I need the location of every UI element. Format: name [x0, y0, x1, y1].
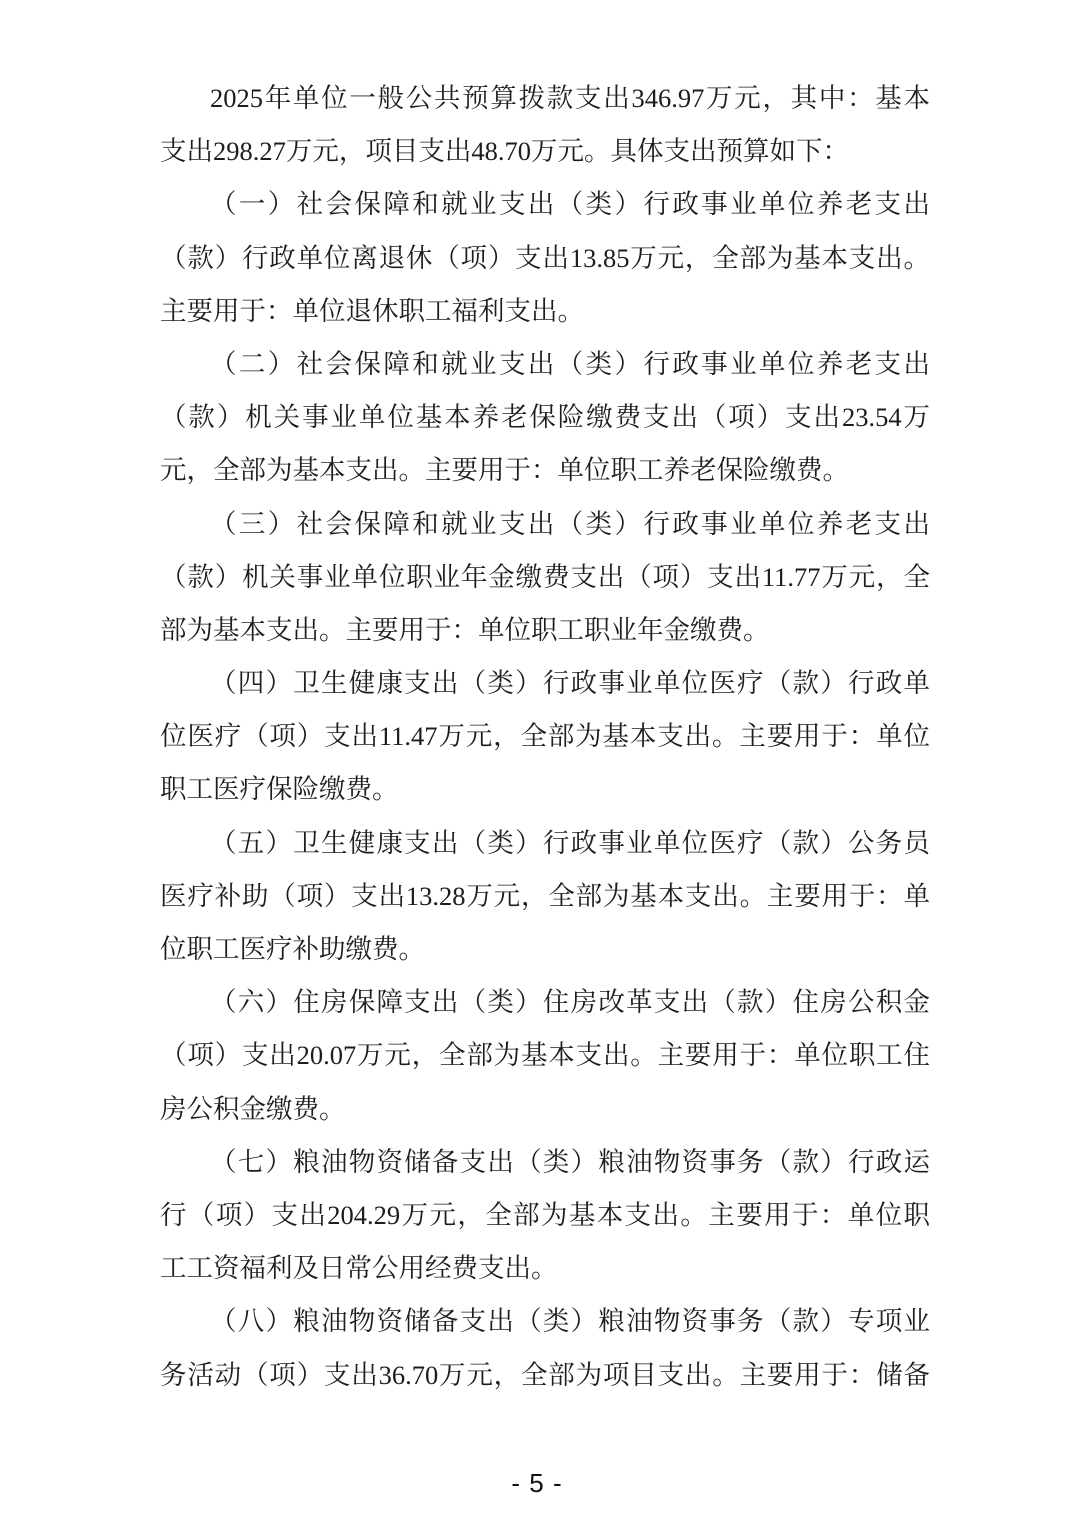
paragraph: [160, 976, 930, 1136]
text-line: 位医疗（项）支出11.47万元，全部为基本支出。主要用于：单位: [160, 721, 930, 752]
text-line: 房公积金缴费。: [160, 1093, 346, 1124]
text-line: 务活动（项）支出36.70万元，全部为项目支出。主要用于：储备: [160, 1359, 930, 1390]
paragraph: [160, 498, 930, 658]
text-line: 工工资福利及日常公用经费支出。: [160, 1253, 558, 1284]
text-line: （二）社会保障和就业支出（类）行政事业单位养老支出: [210, 348, 930, 379]
paragraph: [160, 817, 930, 977]
text-line: （五）卫生健康支出（类）行政事业单位医疗（款）公务员: [210, 827, 930, 858]
text-line: 职工医疗保险缴费。: [160, 774, 399, 805]
text-line: 2025年单位一般公共预算拨款支出346.97万元，其中：基本: [210, 83, 930, 113]
text-line: （七）粮油物资储备支出（类）粮油物资事务（款）行政运: [210, 1146, 930, 1177]
text-line: 支出298.27万元，项目支出48.70万元。具体支出预算如下：: [160, 136, 849, 167]
text-line: （四）卫生健康支出（类）行政事业单位医疗（款）行政单: [210, 668, 930, 699]
text-line: （一）社会保障和就业支出（类）行政事业单位养老支出: [210, 189, 930, 220]
text-line: 元，全部为基本支出。主要用于：单位职工养老保险缴费。: [160, 455, 849, 486]
document-body: [160, 72, 930, 1402]
text-line: （款）机关事业单位职业年金缴费支出（项）支出11.77万元，全: [160, 561, 930, 592]
text-line: （三）社会保障和就业支出（类）行政事业单位养老支出: [210, 508, 930, 539]
text-line: 医疗补助（项）支出13.28万元，全部为基本支出。主要用于：单: [160, 880, 930, 911]
text-line: 主要用于：单位退休职工福利支出。: [160, 295, 584, 326]
text-line: （款）机关事业单位基本养老保险缴费支出（项）支出23.54万: [160, 402, 930, 433]
paragraph: [160, 657, 930, 817]
text-line: 行（项）支出204.29万元，全部为基本支出。主要用于：单位职: [160, 1199, 930, 1230]
text-line: 位职工医疗补助缴费。: [160, 934, 425, 964]
text-line: （八）粮油物资储备支出（类）粮油物资事务（款）专项业: [210, 1306, 930, 1337]
paragraph: [160, 72, 930, 178]
page-number: - 5 -: [511, 1468, 563, 1498]
paragraph: [160, 1295, 930, 1401]
text-line: （项）支出20.07万元，全部为基本支出。主要用于：单位职工住: [160, 1040, 930, 1071]
paragraph: [160, 178, 930, 338]
text-line: 部为基本支出。主要用于：单位职工职业年金缴费。: [160, 614, 770, 645]
paragraph: [160, 1136, 930, 1296]
paragraph: [160, 338, 930, 498]
text-line: （款）行政单位离退休（项）支出13.85万元，全部为基本支出。: [160, 242, 930, 273]
text-line: （六）住房保障支出（类）住房改革支出（款）住房公积金: [210, 987, 930, 1018]
